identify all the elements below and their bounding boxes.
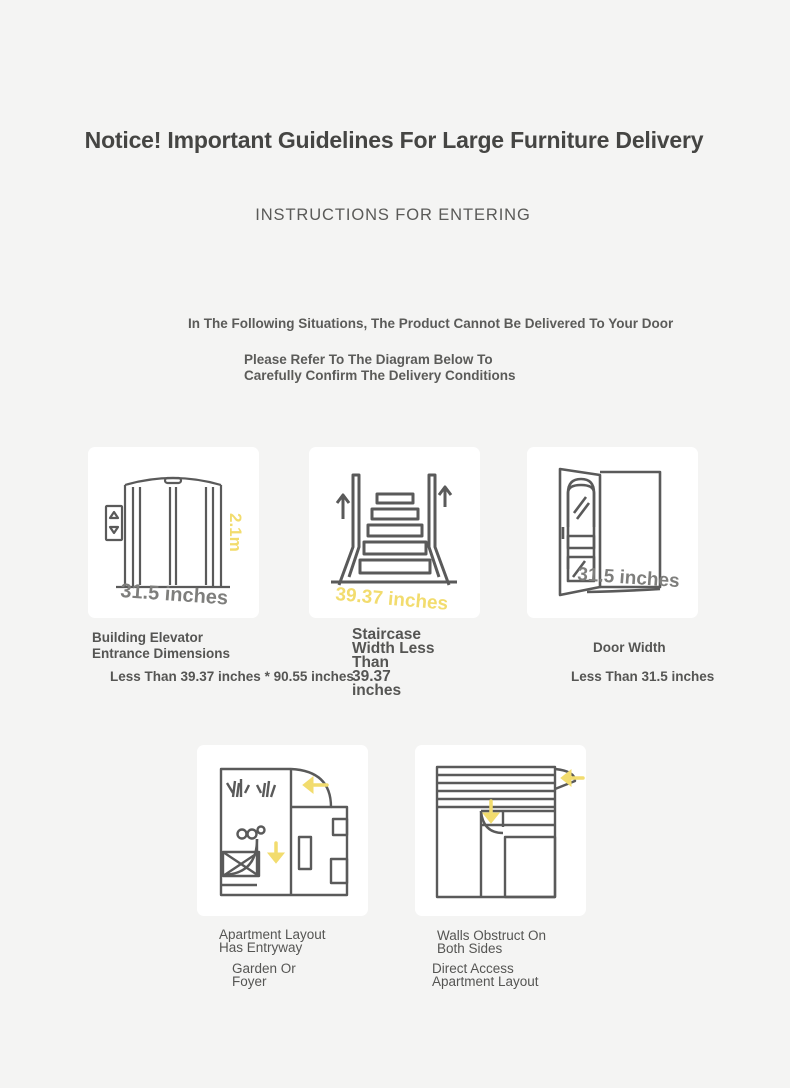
page-title: Notice! Important Guidelines For Large Furniture Delivery [84,126,704,153]
elevator-width-label: 31.5 inches [119,580,229,610]
apartment-condition: Garden Or Foyer [232,961,296,989]
door-caption: Door Width [593,640,666,655]
elevator-height-label: 2.1m [226,513,245,552]
staircase-width-label: 39.37 inches [334,584,449,615]
door-card [527,447,698,618]
delivery-notice: In The Following Situations, The Product Cannot Be Delivered To Your Door [188,316,674,331]
elevator-card [88,447,259,618]
door-icon [527,447,698,618]
elevator-icon [88,447,259,618]
walls-condition: Direct Access Apartment Layout [432,961,539,989]
elevator-caption: Building Elevator Entrance Dimensions [92,630,231,661]
walls-card [415,745,586,916]
staircase-card [309,447,480,618]
walls-caption: Walls Obstruct On Both Sides [437,928,547,956]
refer-instructions: Please Refer To The Diagram Below To Carefully Confirm The Delivery Conditions [244,352,516,383]
staircase-icon [309,447,480,618]
elevator-condition: Less Than 39.37 inches * 90.55 inches [110,669,354,684]
walls-obstruct-icon [415,745,586,916]
apartment-card [197,745,368,916]
door-width-label: 31.5 inches [576,564,681,593]
staircase-caption: Staircase Width Less Than 39.37 inches [352,626,435,699]
apartment-caption: Apartment Layout Has Entryway [219,927,326,955]
page-subtitle: INSTRUCTIONS FOR ENTERING [255,206,531,224]
door-condition: Less Than 31.5 inches [571,669,715,684]
apartment-layout-icon [197,745,368,916]
